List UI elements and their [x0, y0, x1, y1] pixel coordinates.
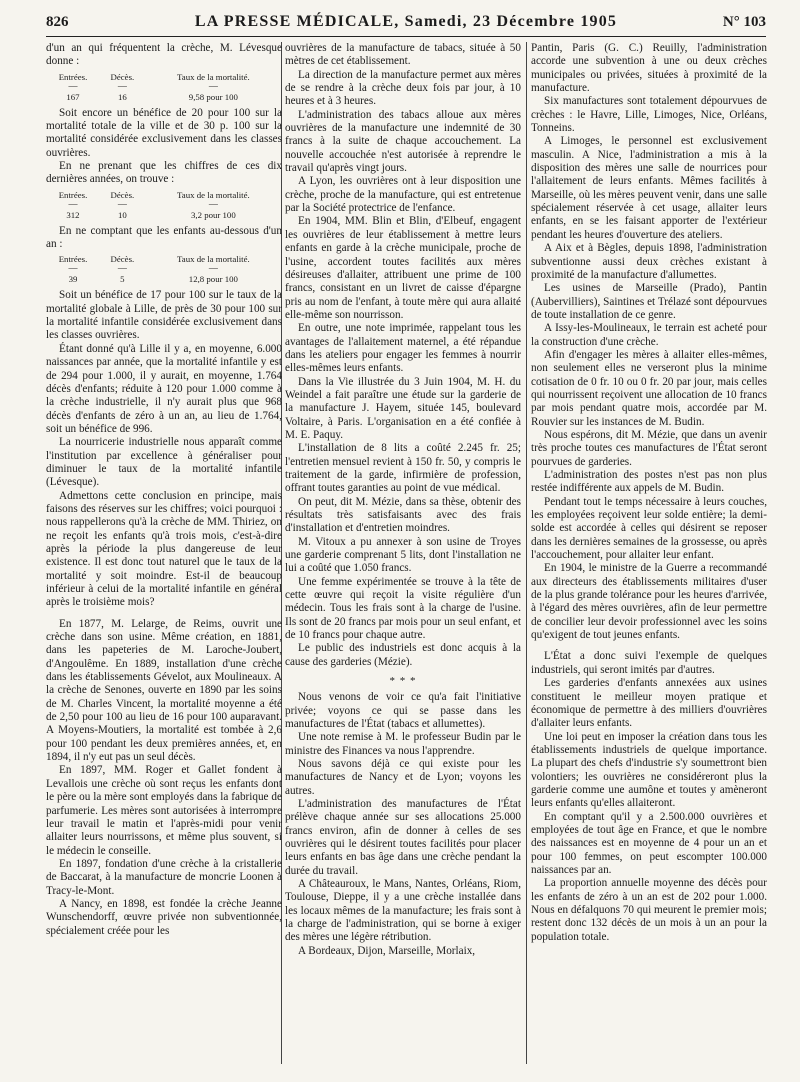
paragraph: L'État a donc suivi l'exemple de quelques industriels, qui seront imités par d'autres.	[531, 650, 767, 676]
column-1	[46, 42, 282, 938]
paragraph: A Issy-les-Moulineaux, le terrain est acheté pour la construction d'une crèche.	[531, 322, 767, 348]
paragraph: En ne prenant que les chiffres de ces dix dernières années, on trouve :	[46, 160, 282, 186]
column-3	[531, 42, 767, 944]
paragraph: Dans la Vie illustrée du 3 Juin 1904, M. H. du Weindel a fait paraître une étude sur la garderie de la manufacture J. Hayem, située 145, boulevard Voltaire, à Paris. L'organisation en a été confiée à M. E. Paquy.	[285, 375, 521, 441]
table-cell: 9,58 pour 100	[188, 91, 238, 102]
table-header: Taux de la mortalité.	[177, 189, 250, 200]
paragraph: L'administration des manufactures de l'État prélève chaque année sur ses allocations 25.000 francs environ, afin de donner à celles de ses ouvrières qui le désirent toutes facilités pour placer leurs enfants en bas âge dans une crèche pendant la durée du travail.	[285, 797, 521, 877]
paragraph: Afin d'engager les mères à allaiter elles-mêmes, non seulement elles ne verseront plus la minime cotisation de 0 fr. 10 ou 0 fr. 20 par jour, mais celles qui nourrissent reçoivent une allocation de 10 francs par mois pendant quatre mois, accordée par M. Rouvier sur les instances de M. Budin.	[531, 348, 767, 428]
table-cell: 12,8 pour 100	[188, 274, 238, 285]
paragraph: Le public des industriels est donc acquis à la cause des garderies (Mézie).	[285, 642, 521, 668]
column-rule-right	[526, 42, 527, 1064]
table-cell: 312	[66, 209, 80, 220]
paragraph: Les usines de Marseille (Prado), Pantin (Aubervilliers), Saintines et Trélazé sont dépourvues de toute installation de ce genre.	[531, 282, 767, 321]
paragraph: Soit un bénéfice de 17 pour 100 sur le taux de la mortalité globale à Lille, de près de 30 pour 100 sur la mortalité infantile considérée exclusivement dans les classes ouvrières.	[46, 289, 282, 342]
table-header: Décès.	[110, 254, 135, 265]
table-header: Entrées.	[58, 189, 88, 200]
table-header: Décès.	[110, 71, 135, 82]
paragraph: A Limoges, le personnel est exclusivement masculin. A Nice, l'administration a mis à la disposition des mères une salle de nourrices pour l'allaitement de leurs enfants. Mêmes facilités à Marseille, où les mères peuvent venir, dans une salle spécialement réservée à cet usage, allaiter leurs enfants, en se les faisant apporter de l'extérieur pendant les heures d'ouverture des ateliers.	[531, 135, 767, 241]
table-cell: 39	[68, 274, 78, 285]
paragraph: On peut, dit M. Mézie, dans sa thèse, obtenir des résultats très satisfaisants avec des frais d'installation et d'entretien moindres.	[285, 495, 521, 535]
paragraph: En outre, une note imprimée, rappelant tous les avantages de l'allaitement maternel, a été répandue dans les ateliers pour engager les femmes à nourrir elles-mêmes leurs enfants.	[285, 322, 521, 375]
paragraph: d'un an qui fréquentent la crèche, M. Lévesque donne :	[46, 42, 282, 68]
paragraph: A Lyon, les ouvrières ont à leur disposition une crèche, proche de la manufacture, qui est entretenue par la Société protectrice de l'enfance.	[285, 175, 521, 215]
paragraph: L'administration des postes n'est pas non plus restée indifférente aux appels de M. Budin.	[531, 469, 767, 495]
page-number: 826	[46, 14, 69, 30]
table-header: Décès.	[110, 189, 135, 200]
paragraph: La direction de la manufacture permet aux mères de se rendre à la crèche deux fois par jour, à 10 heures et à 3 heures.	[285, 68, 521, 108]
paragraph: L'administration des tabacs alloue aux mères ouvrières de la manufacture une indemnité de 30 francs à la suite de chaque accouchement. La nouvelle accouchée n'est autorisée à reprendre le travail qu'après vingt jours.	[285, 108, 521, 175]
paragraph: Étant donné qu'à Lille il y a, en moyenne, 6.000 naissances par année, que la mortalité infantile y est de 294 pour 1.000, il y aurait, en moyenne, 1.764 décès d'enfants; réduite à 120 pour 1.000 comme à la crèche industrielle, il n'y aurait plus que 968 décès d'enfants de zéro à un an, au lieu de 1.764, soit un bénéfice de 996.	[46, 342, 282, 435]
mortality-table-1: Entrées. Décès. Taux de la mortalité. — — — 167 16 9,58 pour 100	[46, 72, 282, 103]
table-header: Entrées.	[58, 254, 88, 265]
paragraph: Six manufactures sont totalement dépourvues de crèches : le Havre, Lille, Limoges, Nice, Orléans, Tonneins.	[531, 95, 767, 135]
mortality-table-3: Entrées. Décès. Taux de la mortalité. — — — 39 5 12,8 pour 100	[46, 254, 282, 285]
table-header: Taux de la mortalité.	[177, 71, 250, 82]
issue-number: N° 103	[722, 14, 766, 30]
paragraph: Nous espérons, dit M. Mézie, que dans un avenir très proche toutes ces manufactures de l'État seront pourvues de garderies.	[531, 428, 767, 468]
paragraph: Une femme expérimentée se trouve à la tête de cette œuvre qui reçoit la visite régulière d'un médecin. Tous les frais sont à la charge de l'usine. Ils sont de 20 francs par mois pour un seul enfant, et de 10 francs pour chaque autre.	[285, 575, 521, 642]
paragraph: En 1904, MM. Blin et Blin, d'Elbeuf, engagent les ouvrières de leur établissement à mettre leurs enfants en garde à la crèche municipale, proche de l'usine, accordent toutes facilités aux mères désireuses d'allaiter, attribuent une prime de 100 francs, consistant en un livret de caisse d'épargne pris au nom de l'enfant, à toute mère qui aura allaité elle-même son nourrisson.	[285, 215, 521, 321]
table-header: Taux de la mortalité.	[177, 254, 250, 265]
table-cell: 167	[66, 91, 80, 102]
paragraph: A Aix et à Bègles, depuis 1898, l'administration subventionne aussi deux crèches existant à proximité de la manufacture d'allumettes.	[531, 242, 767, 281]
paragraph: Une loi peut en imposer la création dans tous les établissements industriels de quelque importance. La plupart des chefs d'industrie s'y soumettront bien volontiers; les ouvrières ne considéreront plus la garderie comme une aumône et toutes y amèneront leurs enfants qu'elles allaiteront.	[531, 730, 767, 810]
paragraph: Les garderies d'enfants annexées aux usines constituent le meilleur moyen pratique et économique de permettre à des milliers d'ouvrières d'allaiter leurs enfants.	[531, 677, 767, 730]
paragraph: A Bordeaux, Dijon, Marseille, Morlaix,	[298, 944, 476, 957]
table-cell: 5	[120, 274, 125, 285]
paragraph: Pendant tout le temps nécessaire à leurs couches, les employées reçoivent leur solde entière; la demi-solde est accordée à celles qui désirent se reposer dans les dernières semaines de la grossesse, ou après l'accouchement, pour allaiter leur enfant.	[531, 495, 767, 562]
paragraph: Nous venons de voir ce qu'a fait l'initiative privée; voyons ce qui se passe dans les manufactures de l'État (tabacs et allumettes).	[285, 691, 521, 730]
paragraph: ouvrières de la manufacture de tabacs, située à 50 mètres de cet établissement.	[285, 42, 521, 68]
journal-title: LA PRESSE MÉDICALE, Samedi, 23 Décembre 1905	[194, 13, 618, 30]
paragraph: Admettons cette conclusion en principe, mais faisons des réserves sur les chiffres; voici pourquoi : nous rappellerons qu'à la crèche de MM. Thiriez, on ne reçoit les enfants qu'à trois mois, c'est-à-dire après la période la plus dangereuse de leur existence. Il est donc tout naturel que le taux de la mortalité y soit moindre. Est-il de beaucoup inférieur à celui de la mortalité infantile en général après le troisième mois?	[46, 489, 282, 609]
column-2	[285, 42, 521, 958]
paragraph: En 1904, le ministre de la Guerre a recommandé aux directeurs des établissements militaires d'user de la plus grande tolérance pour les heures d'arrivée, à l'égard des mères ouvrières, afin de leur permettre de concilier leur devoir professionnel avec les soins qu'exigent de tout jeunes enfants.	[531, 562, 767, 642]
mortality-table-2: Entrées. Décès. Taux de la mortalité. — — — 312 10 3,2 pour 100	[46, 190, 282, 221]
table-cell: 3,2 pour 100	[191, 209, 236, 220]
section-separator: * * *	[389, 675, 417, 688]
paragraph: Pantin, Paris (G. C.) Reuilly, l'administration accorde une subvention à une ou deux crèches municipales ou privées, situées à proximité de la manufacture.	[531, 42, 767, 95]
paragraph: En comptant qu'il y a 2.500.000 ouvrières et employées de tout âge en France, et que le nombre des naissances est en moyenne de 4 pour un an et pour 100 femmes, on peut escompter 100.000 naissances par an.	[531, 810, 767, 876]
paragraph: M. Vitoux a pu annexer à son usine de Troyes une garderie comprenant 5 lits, dont l'installation ne lui a coûté que 1.050 francs.	[285, 535, 521, 575]
paragraph: Une note remise à M. le professeur Budin par le ministre des Finances va nous l'apprendre.	[285, 731, 521, 757]
paragraph: La nourricerie industrielle nous apparaît comme l'institution par excellence à généraliser pour diminuer le taux de la mortalité infantile (Lévesque).	[46, 436, 282, 489]
paragraph: A Nancy, en 1898, est fondée la crèche Jeanne Wunschendorff, œuvre privée non subventionnée, spécialement créée pour les	[46, 897, 282, 937]
paragraph: En ne comptant que les enfants au-dessous d'un an :	[46, 224, 282, 251]
paragraph: A Châteauroux, le Mans, Nantes, Orléans, Riom, Toulouse, Dieppe, il y a une crèche installée dans les locaux mêmes de la manufacture; les frais sont à la charge de l'administration, qui se borne à exiger des mères une légère rétribution.	[285, 877, 521, 944]
paragraph: L'installation de 8 lits a coûté 2.245 fr. 25; l'entretien mensuel revient à 150 fr. 50, y compris le traitement de la garde, infirmière de profession, offrant toutes garanties au point de vue médical.	[285, 442, 521, 495]
paragraph: Soit encore un bénéfice de 20 pour 100 sur la mortalité totale de la ville et de 30 p. 100 sur la mortalité considérée exclusivement dans les classes ouvrières.	[46, 106, 282, 159]
paragraph: En 1897, fondation d'une crèche à la cristallerie de Baccarat, à la manufacture de moncrie Loonen à Tracy-le-Mont.	[46, 857, 282, 897]
page-header	[46, 10, 766, 37]
table-cell: 16	[117, 91, 127, 102]
table-header: Entrées.	[58, 71, 88, 82]
table-cell: 10	[117, 209, 127, 220]
paragraph: La proportion annuelle moyenne des décès pour les enfants de zéro à un an est de 202 pour 1.000. Nous en défalquons 70 qui meurent le premier mois; restent donc 132 décès de un mois à un an pour la population totale.	[531, 877, 767, 943]
paragraph: En 1877, M. Lelarge, de Reims, ouvrit une crèche dans son usine. Même création, en 1881, dans les papeteries de M. Laroche-Joubert, d'Angoulême. En 1889, installation d'une crèche dans les établissements Gévelot, aux Moulineaux. A la crèche de Senones, ouverte en 1890 par les soins de M. Charles Vincent, la mortalité moyenne a été de 2,50 pour 100 au lieu de 16 pour 100 auparavant. A Moyens-Moutiers, la mortalité est tombée à 2,6 pour 100 pendant les deux premières années, et, en 1894, il n'y eut pas un seul décès.	[46, 617, 282, 764]
paragraph: En 1897, MM. Roger et Gallet fondent à Levallois une crèche où sont reçus les enfants dont le père ou la mère sont employés dans la fabrique de parfumerie. Les mères sont autorisées à interrompre leur travail le matin et l'après-midi pour venir allaiter leurs nourrissons, et même plus souvent, si le médecin le conseille.	[46, 764, 282, 857]
paragraph: Nous savons déjà ce qui existe pour les manufactures de Nancy et de Lyon; voyons les autres.	[285, 757, 521, 797]
